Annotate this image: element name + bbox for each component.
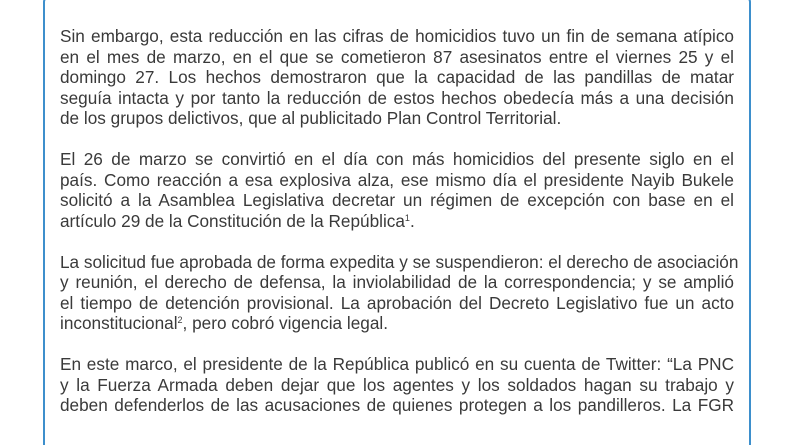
document-body [60, 26, 739, 436]
text-line: La solicitud fue aprobada de forma expedita y se suspendieron: el derecho de asociación [60, 251, 739, 272]
text-line: deben defenderlos de las acusaciones de quienes protegen a los pandilleros. La FGR [60, 395, 734, 415]
text-line: seguía intacta y por tanto la reducción de estos hechos obedecía más a una decisión [60, 87, 734, 108]
paragraph-2 [60, 149, 734, 231]
text-line: domingo 27. Los hechos demostraron que la capacidad de las pandillas de matar [60, 67, 734, 87]
text-line: y reunión, el derecho de defensa, la inviolabilidad de la correspondencia; y se amplió [60, 272, 734, 292]
text-fragment: inconstitucional [60, 313, 178, 333]
paragraph-3 [60, 251, 739, 334]
text-line: en el mes de marzo, en el que se cometieron 87 asesinatos entre el viernes 25 y el [60, 46, 734, 67]
text-fragment: , pero cobró vigencia legal. [182, 313, 388, 333]
text-line [60, 211, 734, 232]
text-line: y la Fuerza Armada deben dejar que los agentes y los soldados hagan su trabajo y [60, 374, 734, 395]
text-line: En este marco, el presidente de la República publicó en su cuenta de Twitter: “La PNC [60, 354, 734, 374]
text-line: país. Como reacción a esa explosiva alza, ese mismo día el presidente Nayib Bukele [60, 169, 734, 190]
text-line [60, 313, 734, 334]
footnote-marker: 1 [404, 212, 410, 223]
footnote-marker: 2 [177, 315, 183, 325]
paragraph-4 [60, 354, 734, 416]
text-line: de los grupos delictivos, que al publicitado Plan Control Territorial. [60, 108, 562, 128]
text-fragment: . [409, 210, 415, 231]
text-line: El 26 de marzo se convirtió en el día con más homicidios del presente siglo en el [60, 149, 734, 169]
text-line: Sin embargo, esta reducción en las cifras de homicidios tuvo un fin de semana atípico [60, 26, 734, 46]
text-fragment: artículo 29 de la Constitución de la República [60, 210, 405, 231]
text-line: solicitó a la Asamblea Legislativa decretar un régimen de excepción con base en el [60, 190, 734, 210]
text-line: el tiempo de detención provisional. La aprobación del Decreto Legislativo fue un acto [60, 292, 734, 313]
paragraph-1 [60, 26, 734, 129]
